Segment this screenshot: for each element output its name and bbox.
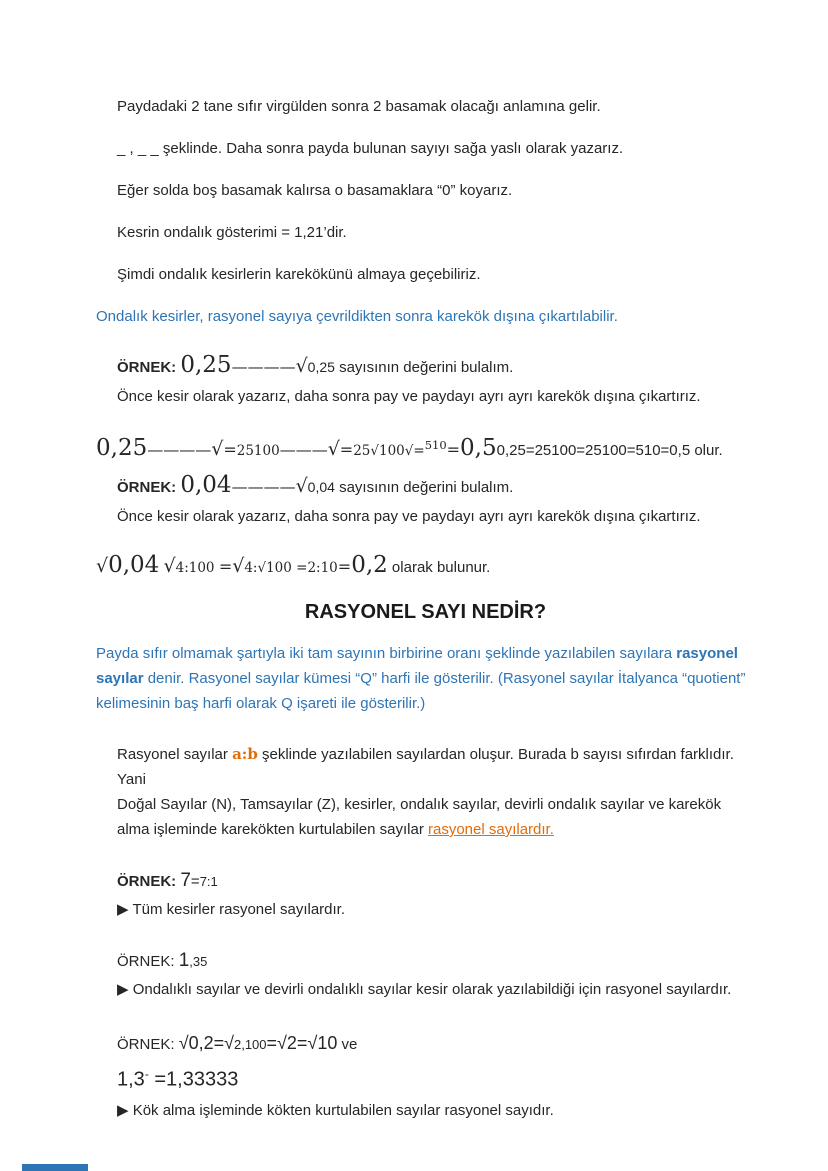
intro-paragraph-1: Paydadaki 2 tane sıfır virgülden sonra 2 basamak olacağı anlamına gelir. bbox=[117, 98, 601, 115]
example-sqrt02-line: ÖRNEK: √0,2=√2,100=√2=√10 ve bbox=[117, 1033, 358, 1053]
example-025-description: Önce kesir olarak yazarız, daha sonra pay ve paydayı ayrı ayrı karekök dışına çıkartırız. bbox=[117, 388, 701, 405]
example-7-line: ÖRNEK: 7=7:1 bbox=[117, 870, 218, 891]
example-004-description: Önce kesir olarak yazarız, daha sonra pay ve paydayı ayrı ayrı karekök dışına çıkartırız. bbox=[117, 508, 701, 525]
footer-accent-bar bbox=[22, 1164, 88, 1171]
example-135-line: ÖRNEK: 1,35 bbox=[117, 950, 208, 971]
example-025-title: ÖRNEK: 0,25————√0,25 sayısının değerini bulalım. bbox=[117, 352, 514, 378]
rational-definition: Payda sıfır olmamak şartıyla iki tam sayının birbirine oranı şeklinde yazılabilen sayılara rasyonel sayılar denir. Rasyonel sayılar kümesi “Q” harfi ile gösterilir. (Rasyonel sayılar İtalyanca “quotient” kelimesinin baş harfi olarak Q işareti ile gösterilir.) bbox=[96, 645, 746, 712]
intro-paragraph-5: Şimdi ondalık kesirlerin karekökünü almaya geçebiliriz. bbox=[117, 266, 481, 283]
example-7-bullet: ▶ Tüm kesirler rasyonel sayılardır. bbox=[117, 901, 346, 918]
blue-note: Ondalık kesirler, rasyonel sayıya çevrildikten sonra karekök dışına çıkartılabilir. bbox=[96, 308, 618, 325]
intro-paragraph-4: Kesrin ondalık gösterimi = 1,21’dir. bbox=[117, 224, 347, 241]
rational-types-paragraph: Doğal Sayılar (N), Tamsayılar (Z), kesirler, ondalık sayılar, devirli ondalık sayılar ve karekök alma işleminde karekökten kurtulabilen sayılar rasyonel sayılardır. bbox=[117, 796, 722, 838]
example-sqrt02-bullet: ▶ Kök alma işleminde kökten kurtulabilen sayılar rasyonel sayıdır. bbox=[117, 1101, 554, 1119]
example-004-title: ÖRNEK: 0,04————√0,04 sayısının değerini bulalım. bbox=[117, 472, 514, 498]
intro-paragraph-3: Eğer solda boş basamak kalırsa o basamaklara “0” koyarız. bbox=[117, 182, 513, 199]
example-004-formula: √0,04 √4:100 =√4:√100 =2:10=0,2 olarak bulunur. bbox=[96, 552, 491, 578]
section-heading: RASYONEL SAYI NEDİR? bbox=[304, 601, 547, 623]
example-sqrt02-line2: 1,3- =1,33333 bbox=[117, 1067, 239, 1091]
example-025-formula: 0,25————√=25100———√=25√100√=$^{510}$=0,50,25=25100=25100=510=0,5 olur. bbox=[96, 435, 723, 461]
example-135-bullet: ▶ Ondalıklı sayılar ve devirli ondalıklı sayılar kesir olarak yazılabildiği için rasyonel sayılardır. bbox=[117, 981, 732, 998]
rational-ab-paragraph: Rasyonel sayılar a:b şeklinde yazılabilen sayılardan oluşur. Burada b sayısı sıfırdan farklıdır. Yani bbox=[117, 745, 734, 788]
intro-paragraph-2: _ , _ _ şeklinde. Daha sonra payda bulunan sayıyı sağa yaslı olarak yazarız. bbox=[117, 140, 624, 157]
